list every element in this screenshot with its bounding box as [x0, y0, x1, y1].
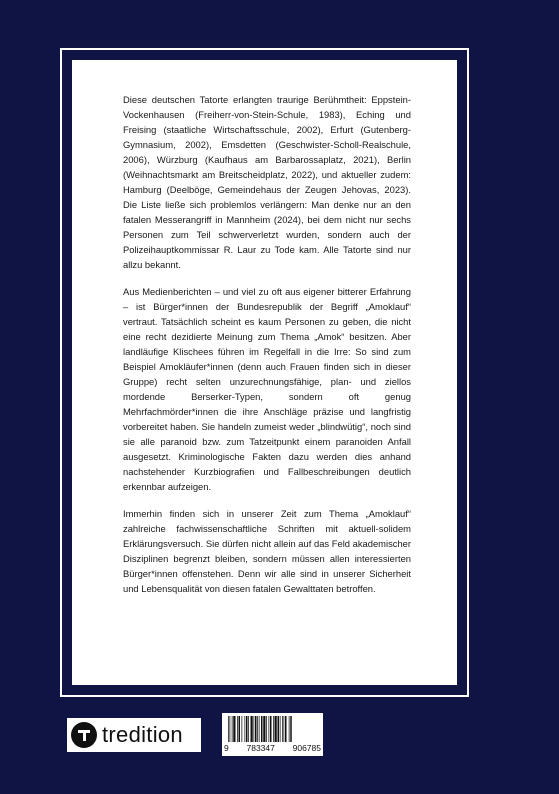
barcode-bar — [255, 716, 257, 742]
barcode-bars — [228, 716, 318, 742]
barcode-bar — [269, 716, 270, 742]
barcode-bar — [257, 716, 258, 742]
barcode-bar — [284, 716, 285, 742]
barcode-bar — [242, 716, 243, 742]
isbn-barcode — [222, 713, 323, 756]
barcode-bar — [245, 716, 246, 742]
barcode-bar — [285, 716, 287, 742]
barcode-bar — [251, 716, 253, 742]
barcode-digits — [224, 743, 321, 753]
barcode-bar — [282, 716, 283, 742]
barcode-bar — [261, 716, 263, 742]
barcode-bar — [263, 716, 265, 742]
blurb-paragraph-2: Aus Medienberichten – und viel zu oft aus eigener bitterer Erfahrung – ist Bürger*innen der Bundesrepublik der Begriff „Amoklauf“ vertraut. Tatsächlich scheint es kaum Personen zu geben, die nicht eine recht dezidierte Meinung zum Thema „Amok“ besitzen. Aber landläufige Klischees führen im Regelfall in die Irre: So sind zum Beispiel Amokläufer*innen (denn auch Frauen finden sich in dieser Gruppe) recht selten unzurechnungsfähige, plan- und ziellos mordende Berserker-Typen, sondern oft genug Mehrfachmörder*innen die ihre Anschläge präzise und langfristig vorbereitet haben. Sie handeln zumeist weder „blindwütig“, noch sind sie alle paranoid bzw. zum Tatzeitpunkt einem paranoiden Anfall ausgesetzt. Kriminologische Fakten dazu werden dies anhand nachstehender Kurzbiografien und Fallbeschreibungen deutlich erkennbar aufzeigen. — [123, 286, 411, 492]
blurb-text — [123, 92, 411, 608]
cover-frame-outer — [60, 48, 469, 697]
barcode-bar — [246, 716, 248, 742]
barcode-bar — [239, 716, 241, 742]
barcode-bar — [273, 716, 274, 742]
barcode-bar — [248, 716, 249, 742]
barcode-bar — [237, 716, 238, 742]
barcode-bar — [289, 716, 290, 742]
publisher-name: tredition — [102, 722, 183, 747]
blurb-paragraph-1: Diese deutschen Tatorte erlangten traurige Berühmtheit: Eppstein-Vockenhausen (Freiherr-von-Stein-Schule, 1983), Eching und Freising (staatliche Wirtschaftsschule, 2002), Erfurt (Gutenberg-Gymnasium, 2002), Emsdetten (Geschwister-Scholl-Realschule, 2006), Würzburg (Kaufhaus am Barbarossaplatz, 2021), Berlin (Weihnachtsmarkt am Breitscheidplatz, 2022), und aktueller zudem: Hamburg (Deelböge, Gemeindehaus der Zeugen Jehovas, 2023). Die Liste ließe sich problemlos verlängern: Man denke nur an den fatalen Messerangriff in Mannheim (2024), bei dem nicht nur sechs Personen zum Teil schwerverletzt wurden, sondern auch der Polizeihauptkommissar R. Laur zu Tode kam. Alle Tatorte sind nur allzu bekannt. — [123, 94, 411, 270]
barcode-bar — [290, 716, 292, 742]
back-cover-text-panel — [70, 58, 459, 687]
tredition-t-circle-icon — [71, 722, 97, 748]
barcode-bar — [254, 716, 255, 742]
barcode-digit-group-left: 783347 — [246, 743, 275, 753]
barcode-bar — [266, 716, 267, 742]
barcode-bar — [228, 716, 229, 742]
barcode-bar — [232, 716, 233, 742]
barcode-bar — [278, 716, 280, 742]
publisher-logo — [67, 718, 201, 752]
barcode-bar — [275, 716, 277, 742]
barcode-bar — [233, 716, 235, 742]
blurb-paragraph-3: Immerhin finden sich in unserer Zeit zum Thema „Amoklauf“ zahlreiche fachwissenschaftliche Schriften mit aktuell-solidem Erklärungsversuch. Sie dürfen nicht allein auf das Feld akademischer Disziplinen begrenzt bleiben, sondern müssen allen interessierten Bürger*innen offenstehen. Denn wir alle sind in unserer Sicherheit und Lebensqualität von diesen fatalen Gewalttaten betroffen. — [123, 508, 411, 594]
barcode-bar — [259, 716, 260, 742]
barcode-bar — [230, 716, 231, 742]
barcode-digit-lead: 9 — [224, 743, 229, 753]
barcode-bar — [280, 716, 281, 742]
barcode-bar — [270, 716, 272, 742]
barcode-digit-group-right: 906785 — [292, 743, 321, 753]
